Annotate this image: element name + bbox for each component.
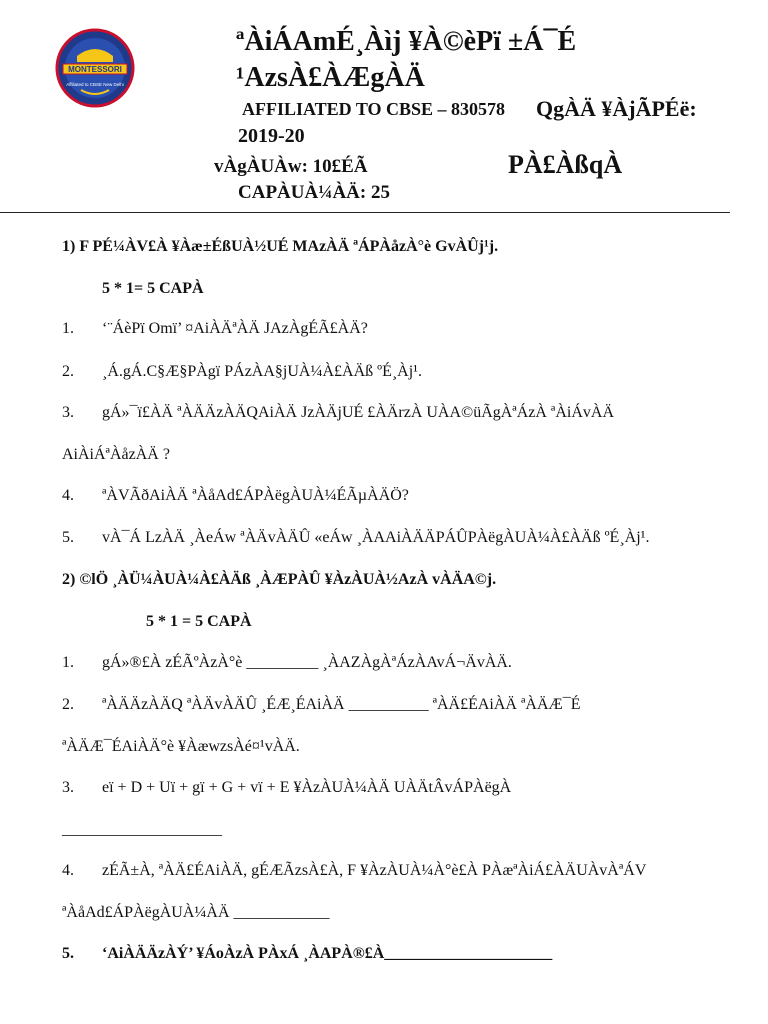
list-item-continuation: ªÀåAd£ÁPÀëgÀUÀ¼ÀÄ ____________ [62,904,330,921]
total-marks: CAPÀUÀ¼ÀÄ: 25 [238,182,390,203]
header-divider [0,212,730,213]
affiliation: AFFILIATED TO CBSE – 830578 [242,99,506,119]
school-location: ¹AzsÀ£ÀÆgÀÄ [236,62,425,93]
section-1-marks: 5 * 1= 5 CAPÀ [102,280,204,297]
academic-year: 2019-20 [238,125,305,147]
list-item-continuation: AiÀiÁªÀåzÀÄ ? [62,446,170,463]
list-item-continuation: ____________________ [62,821,222,838]
school-name: ªÀiÁAmÉ¸Àìj ¥À©èPï ±Á¯É [236,26,577,57]
svg-text:MONTESSORI: MONTESSORI [68,65,122,74]
list-item-continuation: ªÀÄÆ¯ÉAiÀÄ°è ¥ÀæwzsÀé¤¹vÀÄ. [62,738,300,755]
subject-title: PÀ£ÀßqÀ [508,150,623,179]
svg-text:Affiliated to CBSE New Delhi: Affiliated to CBSE New Delhi [66,82,124,87]
class-label: vÀgÀUÀw: 10£ÉÃ [214,156,368,177]
section-2-heading: 2) ©lÖ ¸ÀÜ¼ÀUÀ¼À£ÀÄß ¸ÀÆPÀÛ ¥ÀzÀUÀ½AzÀ vÀÄA©j. [62,571,497,588]
section-2-marks: 5 * 1 = 5 CAPÀ [146,613,252,630]
school-logo-icon [55,28,135,108]
exam-label: QgÀÄ ¥ÀjÃPÉë: [536,96,697,121]
section-1-heading: 1) F PÉ¼ÀV£À ¥Àæ±ÉßUÀ½UÉ MAzÀÄ ªÁPÀåzÀ°è GvÀÛj¹j. [62,238,499,255]
